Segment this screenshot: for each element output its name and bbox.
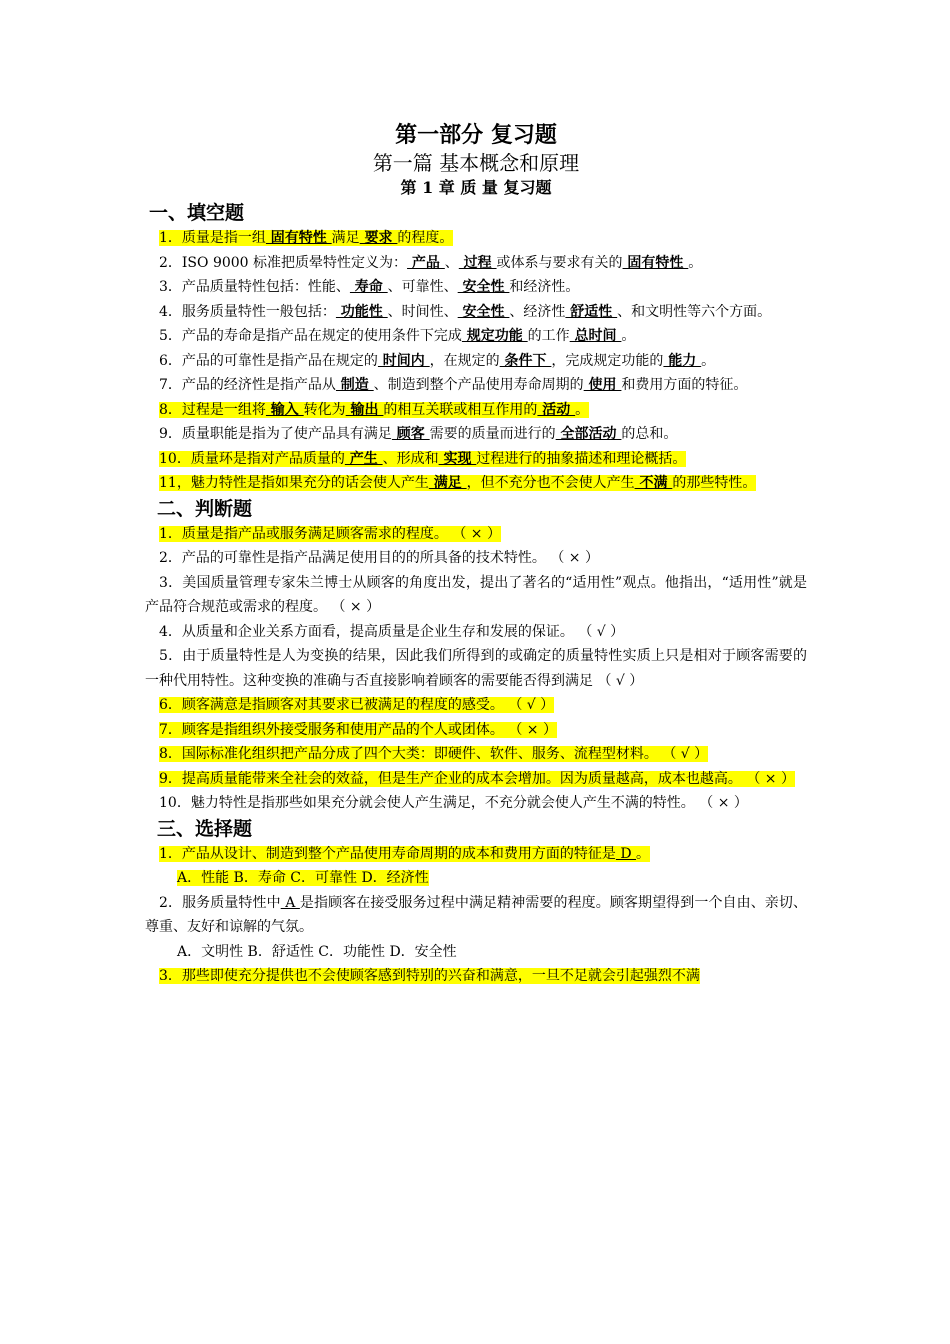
judge-q5: 5．由于质量特性是人为变换的结果，因此我们所得到的或确定的质量特性实质上只是相对于顾客需要的一种代用特性。这种变换的准确与否直接影响着顾客的需要能否得到满足 （ √ ） [145, 648, 807, 689]
part-subtitle: 第一篇 基本概念和原理 [372, 151, 580, 175]
fill-q8: 8．过程是一组将 输入 转化为 输出 的相互关联或相互作用的 活动 。 [159, 401, 590, 418]
choice-q1: 1．产品从设计、制造到整个产品使用寿命周期的成本和费用方面的特征是 D 。 [159, 845, 651, 862]
judge-q4: 4．从质量和企业关系方面看，提高质量是企业生存和发展的保证。 （ √ ） [159, 623, 625, 640]
judge-q10: 10．魅力特性是指那些如果充分就会使人产生满足，不充分就会使人产生不满的特性。 （ × ） [159, 795, 748, 811]
choice-q1-options: A．性能 B．寿命 C．可靠性 D．经济性 [177, 870, 429, 886]
section-fill-heading: 一、填空题 [149, 202, 245, 224]
part-title: 第一部分 复习题 [395, 122, 557, 148]
section-judge-heading: 二、判断题 [157, 497, 253, 520]
choice-q3: 3．那些即使充分提供也不会使顾客感到特别的兴奋和满意，一旦不足就会引起强烈不满 [159, 968, 700, 984]
fill-q10: 10．质量环是指对产品质量的 产生 、形成和 实现 过程进行的抽象描述和理论概括。 [159, 450, 687, 467]
judge-q1: 1．质量是指产品或服务满足顾客需求的程度。 （ × ） [159, 525, 501, 542]
fill-q4: 4．服务质量特性一般包括： 功能性 、时间性、 安全性 、经济性 舒适性 、和文明性等六个方面。 [159, 303, 772, 320]
fill-q5: 5．产品的寿命是指产品在规定的使用条件下完成 规定功能 的工作 总时间 。 [159, 328, 636, 344]
fill-q2: 2．ISO 9000 标准把质晕特性定义为： 产品 、 过程 或体系与要求有关的 固有特性 。 [159, 254, 703, 271]
judge-q8: 8．国际标准化组织把产品分成了四个大类：即硬件、软件、服务、流程型材料。 （ √ ） [159, 746, 709, 762]
fill-q11: 11，魅力特性是指如果充分的话会使人产生 满足 ，但不充分也不会使人产生 不满 的那些特性。 [159, 475, 757, 491]
fill-q7: 7．产品的经济性是指产品从 制造 、制造到整个产品使用寿命周期的 使用 和费用方面的特征。 [159, 377, 748, 393]
judge-q9: 9．提高质量能带来全社会的效益，但是生产企业的成本会增加。因为质量越高，成本也越高。 （ × ） [159, 770, 795, 787]
judge-q3: 3．美国质量管理专家朱兰博士从顾客的角度出发，提出了著名的“适用性”观点。他指出，“适用性”就是产品符合规范或需求的程度。 （ × ） [145, 574, 807, 615]
section-choice-heading: 三、选择题 [157, 817, 253, 840]
chapter-title: 第 1 章 质 量 复习题 [400, 178, 552, 197]
fill-q1: 1．质量是指一组 固有特性 满足 要求 的程度。 [159, 230, 454, 246]
choice-q2-options: A．文明性 B．舒适性 C．功能性 D．安全性 [177, 943, 457, 960]
judge-q6: 6．顾客满意是指顾客对其要求已被满足的程度的感受。 （ √ ） [159, 697, 555, 713]
choice-q2: 2．服务质量特性中 A 是指顾客在接受服务过程中满足精神需要的程度。顾客期望得到一个自由、亲切、尊重、友好和谅解的气氛。 [145, 894, 807, 935]
document-page [145, 120, 807, 989]
fill-q6: 6．产品的可靠性是指产品在规定的 时间内 ，在规定的 条件下 ，完成规定功能的 能力 。 [159, 352, 716, 369]
judge-q2: 2．产品的可靠性是指产品满足使用目的的所具备的技术特性。 （ × ） [159, 550, 599, 566]
fill-q3: 3．产品质量特性包括：性能、 寿命 、可靠性、 安全性 和经济性。 [159, 279, 580, 295]
judge-q7: 7．顾客是指组织外接受服务和使用产品的个人或团体。 （ × ） [159, 721, 557, 738]
fill-q9: 9．质量职能是指为了使产品具有满足 顾客 需要的质量而进行的 全部活动 的总和。 [159, 426, 678, 442]
